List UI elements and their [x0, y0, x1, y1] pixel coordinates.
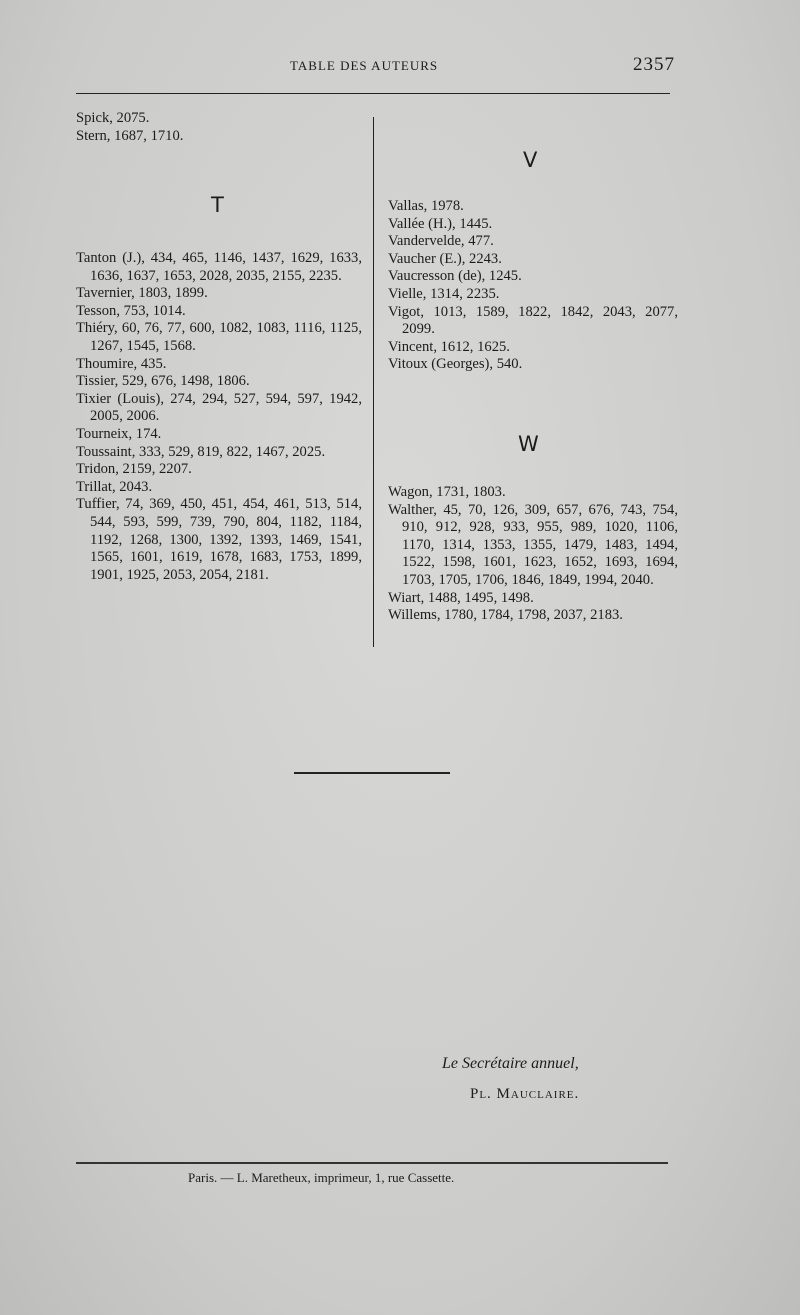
running-title: TABLE DES AUTEURS	[290, 58, 439, 73]
index-entry: Vitoux (Georges), 540.	[388, 356, 523, 373]
index-entry: Tridon, 2159, 2207.	[76, 461, 192, 478]
index-entry: Stern, 1687, 1710.	[76, 127, 184, 144]
index-entry: Walther, 45, 70, 126, 309, 657, 676, 743, 754, 910, 912, 928, 933, 955, 989, 1020, 1106, 1170, 1314, 1353, 1355, 1479, 1483, 1494, 1522, 1598, 1601, 1623, 1652, 1693, 1694, 1703, 1705, 1706, 1846, 1849, 1994, 2040.	[388, 501, 678, 588]
right-column-w-entries	[388, 484, 678, 625]
index-entry: Tuffier, 74, 369, 450, 451, 454, 461, 513, 514, 544, 593, 599, 739, 790, 804, 1182, 1184, 1192, 1268, 1300, 1392, 1393, 1469, 1541, 1565, 1601, 1619, 1678, 1683, 1753, 1899, 1901, 1925, 2053, 2054, 2181.	[76, 496, 362, 583]
signature-title: Le Secrétaire annuel,	[442, 1055, 579, 1072]
running-head	[0, 56, 800, 78]
left-column-t-entries	[76, 250, 362, 584]
index-entry: Trillat, 2043.	[76, 478, 153, 495]
right-column-v-entries	[388, 198, 678, 374]
left-column	[76, 110, 362, 145]
index-entry: Vandervelde, 477.	[388, 233, 494, 250]
index-entry: Vallée (H.), 1445.	[388, 215, 493, 232]
index-entry: Vaucher (E.), 2243.	[388, 250, 502, 267]
index-entry: Tourneix, 174.	[76, 425, 162, 442]
index-entry: Willems, 1780, 1784, 1798, 2037, 2183.	[388, 607, 623, 624]
index-entry: Toussaint, 333, 529, 819, 822, 1467, 2025.	[76, 443, 326, 460]
footer-rule	[76, 1162, 668, 1164]
header-rule	[76, 93, 670, 94]
page-number: 2357	[633, 54, 675, 75]
index-entry: Tanton (J.), 434, 465, 1146, 1437, 1629, 1633, 1636, 1637, 1653, 2028, 2035, 2155, 2235.	[76, 250, 362, 284]
index-entry: Vincent, 1612, 1625.	[388, 338, 510, 355]
index-entry: Vigot, 1013, 1589, 1822, 1842, 2043, 2077, 2099.	[388, 303, 678, 338]
index-entry: Tissier, 529, 676, 1498, 1806.	[76, 373, 250, 390]
index-entry: Tavernier, 1803, 1899.	[76, 285, 208, 302]
index-entry: Wagon, 1731, 1803.	[388, 484, 506, 500]
signature-name: Pl. Mauclaire.	[470, 1086, 580, 1102]
index-entry: Spick, 2075.	[76, 110, 150, 126]
printer-imprint: Paris. — L. Maretheux, imprimeur, 1, rue Cassette.	[188, 1170, 455, 1185]
index-entry: Wiart, 1488, 1495, 1498.	[388, 589, 534, 606]
index-entry: Vaucresson (de), 1245.	[388, 268, 522, 285]
section-letter-v: V	[523, 148, 538, 172]
section-letter-w: W	[518, 432, 539, 456]
index-entry: Thoumire, 435.	[76, 355, 167, 372]
index-entry: Thiéry, 60, 76, 77, 600, 1082, 1083, 1116, 1125, 1267, 1545, 1568.	[76, 320, 362, 354]
index-entry: Tixier (Louis), 274, 294, 527, 594, 597, 1942, 2005, 2006.	[76, 390, 362, 425]
index-entry: Vielle, 1314, 2235.	[388, 285, 500, 302]
index-entry: Tesson, 753, 1014.	[76, 302, 186, 319]
column-divider	[373, 117, 374, 647]
section-letter-t: T	[211, 193, 224, 217]
index-entry: Vallas, 1978.	[388, 198, 464, 214]
end-rule	[294, 772, 450, 774]
